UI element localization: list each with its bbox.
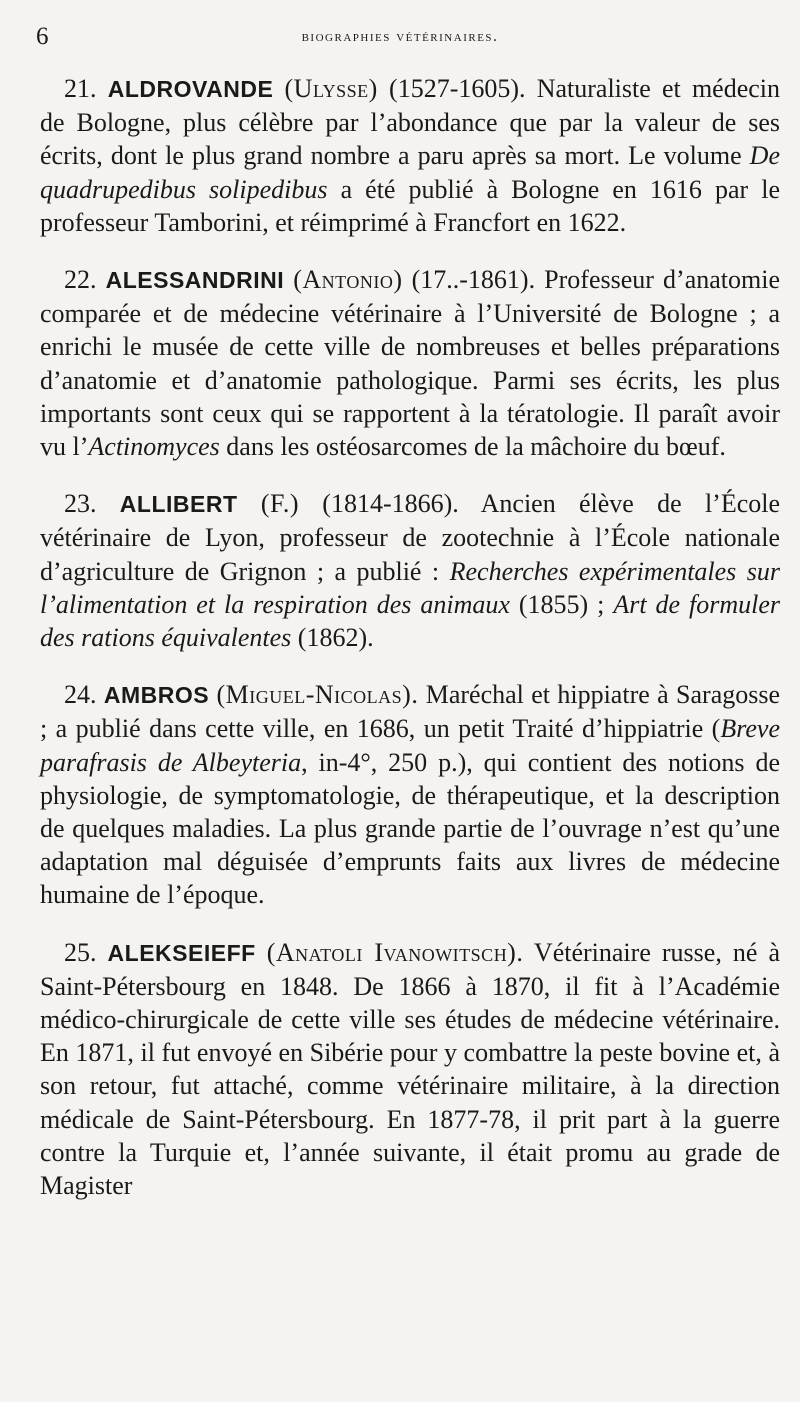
entries [40, 72, 780, 1226]
entry-title-italic: Breve parafrasis de Albeyteria [40, 714, 780, 777]
entry-text: (1855) ; [509, 589, 614, 619]
entry-given-name: (Miguel-Nicolas). [216, 680, 419, 710]
running-title: biographies vétérinaires. [301, 28, 499, 45]
entry-name: ALDROVANDE [107, 76, 274, 102]
page-number: 6 [36, 23, 49, 50]
entry-title-italic: Recherches expérimentales sur l’alimentation et la respiration des animaux [40, 556, 780, 619]
entry-text: (1814-1866). Ancien élève de l’École vétérinaire de Lyon, professeur de zootechnie à l’École nationale d’agriculture de Grignon ; a publié : [40, 489, 781, 586]
entry-number: 21. [64, 74, 97, 103]
entry-title-italic: De quadrupedibus solipedibus [40, 141, 780, 204]
entry-given-name: (Ulysse) [284, 74, 378, 103]
entry-title-italic: Art de formuler des rations équivalentes [40, 589, 781, 653]
entry-given-name: (F.) [260, 489, 300, 519]
entry-text: , in-4°, 250 p.), qui contient des notions de physiologie, de symptomatologie, de thérapeutique, et la description de quelques maladies. La plus grande partie de l’ouvrage n’est qu’une adaptation mal déguisée d’emprunts faits aux livres de médecine humaine de l’époque. [40, 747, 780, 910]
entry-name: AMBROS [103, 682, 210, 709]
entry-alessandrini [40, 263, 780, 463]
entry-number: 23. [64, 489, 97, 519]
entry-name: ALLIBERT [119, 491, 238, 518]
entry-text: a été publié à Bologne en 1616 par le professeur Tamborini, et réimprimé à Francfort en 1622. [40, 174, 781, 237]
entry-title-italic: Actinomyces [88, 432, 220, 462]
entry-text: Vétérinaire russe, né à Saint-Pétersbourg en 1848. De 1866 à 1870, il fit à l’Académie médico-chirurgicale de cette ville ses études de médecine vétérinaire. En 1871, il fut envoyé en Sibérie pour y combattre la peste bovine et, à son retour, fut attaché, comme vétérinaire militaire, à la direction médicale de Saint-Pétersbourg. En 1877-78, il prit part à la guerre contre la Turquie et, l’année suivante, il était promu au grade de Magister [40, 937, 781, 1201]
entry-text: (17..-1861). Professeur d’anatomie comparée et de médecine vétérinaire à l’Université de Bologne ; a enrichi le musée de cette ville de nombreuses et belles préparations d’anatomie et d’anatomie pathologique. Parmi ses écrits, les plus importants sont ceux qui se rapportent à la tératologie. Il paraît avoir vu l’ [40, 265, 780, 462]
entry-alekseieff [40, 936, 780, 1203]
entry-number: 22. [64, 265, 97, 295]
entry-text: Maréchal et hippiatre à Saragosse ; a publié dans cette ville, en 1686, un petit Traité d’hippiatrie ( [40, 680, 781, 744]
entry-name: ALESSANDRINI [105, 267, 285, 294]
entry-text: (1862). [291, 623, 374, 653]
running-head [30, 22, 770, 52]
entry-allibert [40, 487, 780, 654]
entry-name: ALEKSEIEFF [107, 939, 256, 966]
entry-ambros [40, 678, 780, 911]
entry-text: (1527-1605). Naturaliste et médecin de Bologne, plus célèbre par l’abondance que par la valeur de ses écrits, dont le plus grand nombre a paru après sa mort. Le volume [40, 74, 781, 171]
entry-number: 25. [64, 937, 97, 967]
entry-given-name: (Anatoli Ivanowitsch). [266, 937, 524, 967]
entry-given-name: (Antonio) [293, 265, 403, 295]
entry-number: 24. [64, 680, 97, 710]
entry-text: dans les ostéosarcomes de la mâchoire du bœuf. [219, 432, 726, 462]
entry-aldrovande [40, 72, 780, 239]
